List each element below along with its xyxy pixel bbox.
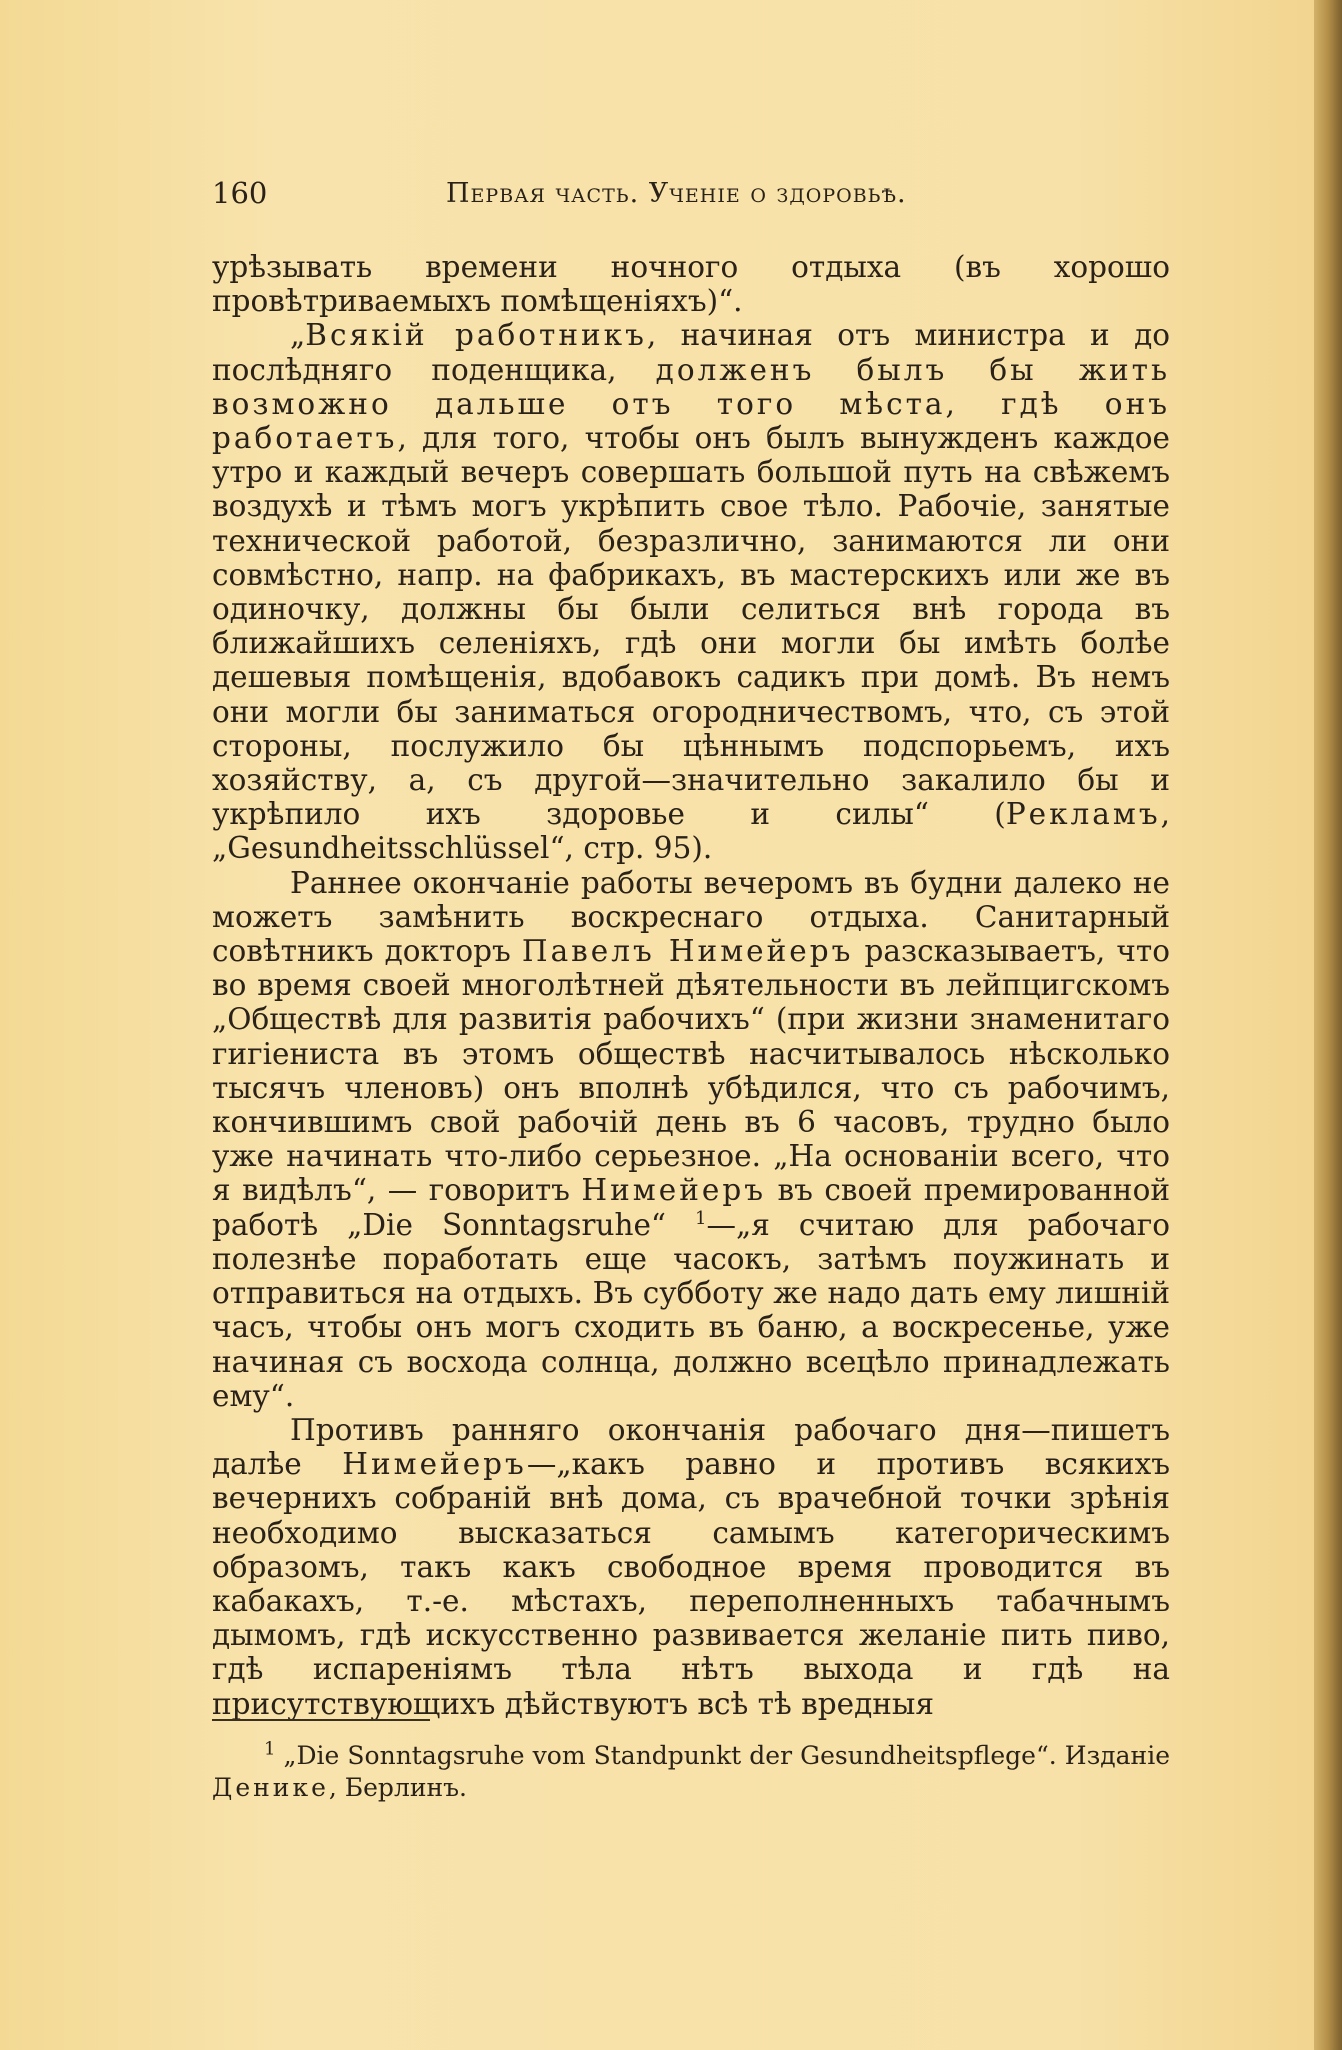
text-run: „ <box>290 318 306 353</box>
footnote-marker: 1 <box>264 1738 276 1760</box>
spaced-name: Рекламъ <box>1005 797 1161 832</box>
body-text <box>212 250 1170 1721</box>
spaced-name: Всякій работникъ <box>305 318 647 353</box>
text-run: Противъ ранняго окончанія рабочаго дня—пишетъ далѣе <box>212 1412 1170 1482</box>
text-run: „Die Sonntagsruhe vom Standpunkt der Gesundheitspflege“. Изданіе <box>275 1741 1170 1770</box>
paragraph <box>212 1413 1170 1721</box>
running-head: Первая часть. Ученіе о здоровьѣ. <box>446 178 907 209</box>
spaced-name: Деникe <box>212 1773 329 1802</box>
text-run: , „Gesundheitsschlüssel“, стр. 95). <box>212 797 1170 866</box>
text-run: , для того, чтобы онъ былъ вынужденъ каждое утро и каждый вечеръ совершать большой путь на свѣжемъ воздухѣ и тѣмъ могъ укрѣпить свое тѣло. Рабочіе, занятые технической работой, безразлично, занимаются ли они совмѣстно, напр. на фабрикахъ, въ мастерскихъ или же въ одиночку, должны бы были селиться внѣ города въ ближайшихъ селеніяхъ, гдѣ они могли бы имѣть болѣе дешевыя помѣщенія, вдобавокъ садикъ при домѣ. Въ немъ они могли бы заниматься огородничествомъ, что, съ этой стороны, послужило бы цѣннымъ подспорьемъ, ихъ хозяйству, а, съ другой—значительно закалило бы и укрѣпило ихъ здоровье и силы“ ( <box>212 421 1170 832</box>
page-number: 160 <box>212 176 268 210</box>
footnote-marker: 1 <box>695 1207 707 1229</box>
spaced-name: Нимейеръ <box>581 1173 766 1208</box>
text-run: —„какъ равно и противъ всякихъ вечернихъ собраній внѣ дома, съ врачебной точки зрѣнія необходимо высказаться самымъ категорическимъ образомъ, такъ какъ свободное время проводится въ кабакахъ, т.-е. мѣстахъ, переполненныхъ табачнымъ дымомъ, гдѣ искусственно развивается желаніе пить пиво, гдѣ испареніямъ тѣла нѣтъ выхода и гдѣ на присутствующихъ дѣйствуютъ всѣ тѣ вредныя <box>212 1447 1170 1721</box>
spaced-name: Нимейеръ <box>342 1447 527 1482</box>
spaced-name: долженъ былъ бы жить возможно дальше отъ того мѣста, гдѣ онъ работаетъ <box>212 352 1170 456</box>
book-spine-shadow <box>1314 0 1342 2050</box>
page-header <box>212 176 1132 216</box>
footnote-rule <box>212 1719 430 1721</box>
spaced-name: Павелъ Нимейеръ <box>521 934 854 969</box>
text-run: , начиная отъ министра и до послѣдняго поденщика, <box>212 318 1170 387</box>
paragraph <box>212 250 1170 318</box>
footnote-text <box>212 1740 1170 1804</box>
text-run: —„я считаю для рабочаго полезнѣе поработать еще часокъ, затѣмъ поужинать и отправиться на отдыхъ. Въ субботу же надо дать ему лишній часъ, чтобы онъ могъ сходить въ баню, а воскресенье, уже начиная съ восхода солнца, должно всецѣло принадлежать ему“. <box>212 1207 1170 1413</box>
paragraph <box>212 866 1170 1413</box>
text-run: въ своей премированной работѣ „Die Sonntagsruhe“ <box>212 1173 1171 1242</box>
text-run: разсказываетъ, что во время своей многолѣтней дѣятельности въ лейпцигскомъ „Обществѣ для развитія рабочихъ“ (при жизни знаменитаго гигіениста въ этомъ обществѣ насчитывалось нѣсколько тысячъ членовъ) онъ вполнѣ убѣдился, что съ рабочимъ, кончившимъ свой рабочій день въ 6 часовъ, трудно было уже начинать что-либо серьезное. „На основаніи всего, что я видѣлъ“, — говоритъ <box>212 934 1170 1208</box>
text-run: Раннее окончаніе работы вечеромъ въ будни далеко не можетъ замѣнить воскреснаго отдыха. Санитарный совѣтникъ докторъ <box>212 865 1170 969</box>
footnote <box>212 1740 1170 1804</box>
text-run: урѣзывать времени ночного отдыха (въ хорошо провѣтриваемыхъ помѣщеніяхъ)“. <box>212 250 1170 319</box>
text-run: , Берлинъ. <box>328 1773 467 1802</box>
paragraph <box>212 318 1170 865</box>
